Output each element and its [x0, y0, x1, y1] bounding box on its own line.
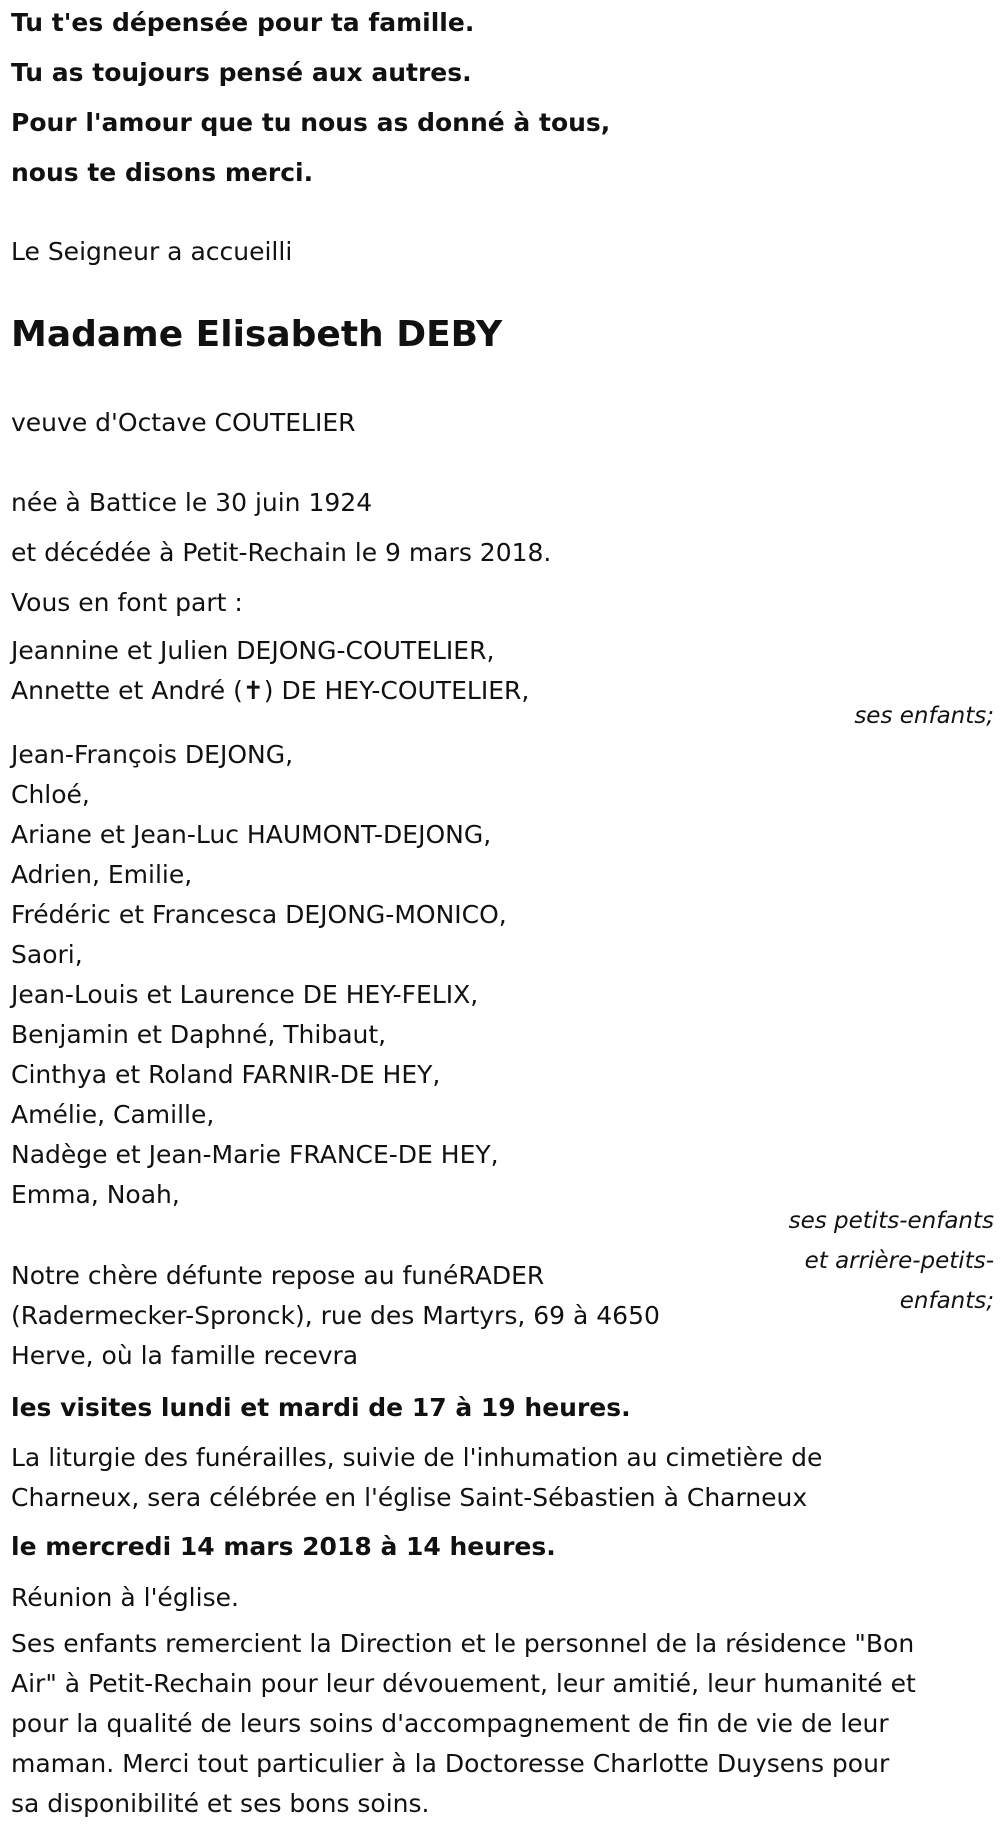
announce-text: Vous en font part : — [11, 588, 243, 617]
child-line-2: Annette et André (✝) DE HEY-COUTELIER, — [11, 676, 530, 705]
poem-line-3: Pour l'amour que tu nous as donné à tous, — [11, 108, 611, 137]
liturgy-text: La liturgie des funérailles, suivie de l'inhumation au cimetière de Charneux, sera célébrée en l'église Saint-Sébastien à Charneux — [11, 1443, 823, 1512]
grandchild-line-8: Benjamin et Daphné, Thibaut, — [11, 1020, 387, 1049]
grandchild-line-3: Ariane et Jean-Luc HAUMONT-DEJONG, — [11, 820, 492, 849]
widow-text: veuve d'Octave COUTELIER — [11, 408, 356, 437]
deceased-name: Madame Elisabeth DEBY — [11, 314, 503, 355]
grandchild-line-10: Amélie, Camille, — [11, 1100, 215, 1129]
grandchild-line-7: Jean-Louis et Laurence DE HEY-FELIX, — [11, 980, 479, 1009]
grandchildren-label: ses petits-enfants et arrière-petits- enfants; — [788, 1208, 994, 1314]
grandchild-line-12: Emma, Noah, — [11, 1180, 180, 1209]
children-label: ses enfants; — [854, 703, 994, 729]
poem-line-1: Tu t'es dépensée pour ta famille. — [11, 8, 475, 37]
poem-line-4: nous te disons merci. — [11, 158, 314, 187]
grandchild-line-1: Jean-François DEJONG, — [11, 740, 294, 769]
grandchild-line-2: Chloé, — [11, 780, 90, 809]
visits-text: les visites lundi et mardi de 17 à 19 heures. — [11, 1393, 631, 1422]
child-line-1: Jeannine et Julien DEJONG-COUTELIER, — [11, 636, 495, 665]
death-text: et décédée à Petit-Rechain le 9 mars 2018. — [11, 538, 552, 567]
grandchild-line-5: Frédéric et Francesca DEJONG-MONICO, — [11, 900, 507, 929]
grandchild-line-6: Saori, — [11, 940, 83, 969]
repose-text: Notre chère défunte repose au funéRADER (Radermecker-Spronck), rue des Martyrs, 69 à 4650 Herve, où la famille recevra — [11, 1261, 660, 1370]
funeral-date: le mercredi 14 mars 2018 à 14 heures. — [11, 1532, 556, 1561]
thanks-text: Ses enfants remercient la Direction et le personnel de la résidence "Bon Air" à Petit-Rechain pour leur dévouement, leur amitié, leur humanité et pour la qualité de leurs soins d'accompagnement de fin de vie de leur maman. Merci tout particulier à la Doctoresse Charlotte Duysens pour sa disponibilité et ses bons soins. — [11, 1629, 916, 1818]
grandchild-line-4: Adrien, Emilie, — [11, 860, 193, 889]
birth-text: née à Battice le 30 juin 1924 — [11, 488, 373, 517]
intro-text: Le Seigneur a accueilli — [11, 237, 293, 266]
grandchild-line-9: Cinthya et Roland FARNIR-DE HEY, — [11, 1060, 441, 1089]
meeting-text: Réunion à l'église. — [11, 1583, 239, 1612]
grandchild-line-11: Nadège et Jean-Marie FRANCE-DE HEY, — [11, 1140, 499, 1169]
poem-line-2: Tu as toujours pensé aux autres. — [11, 58, 472, 87]
